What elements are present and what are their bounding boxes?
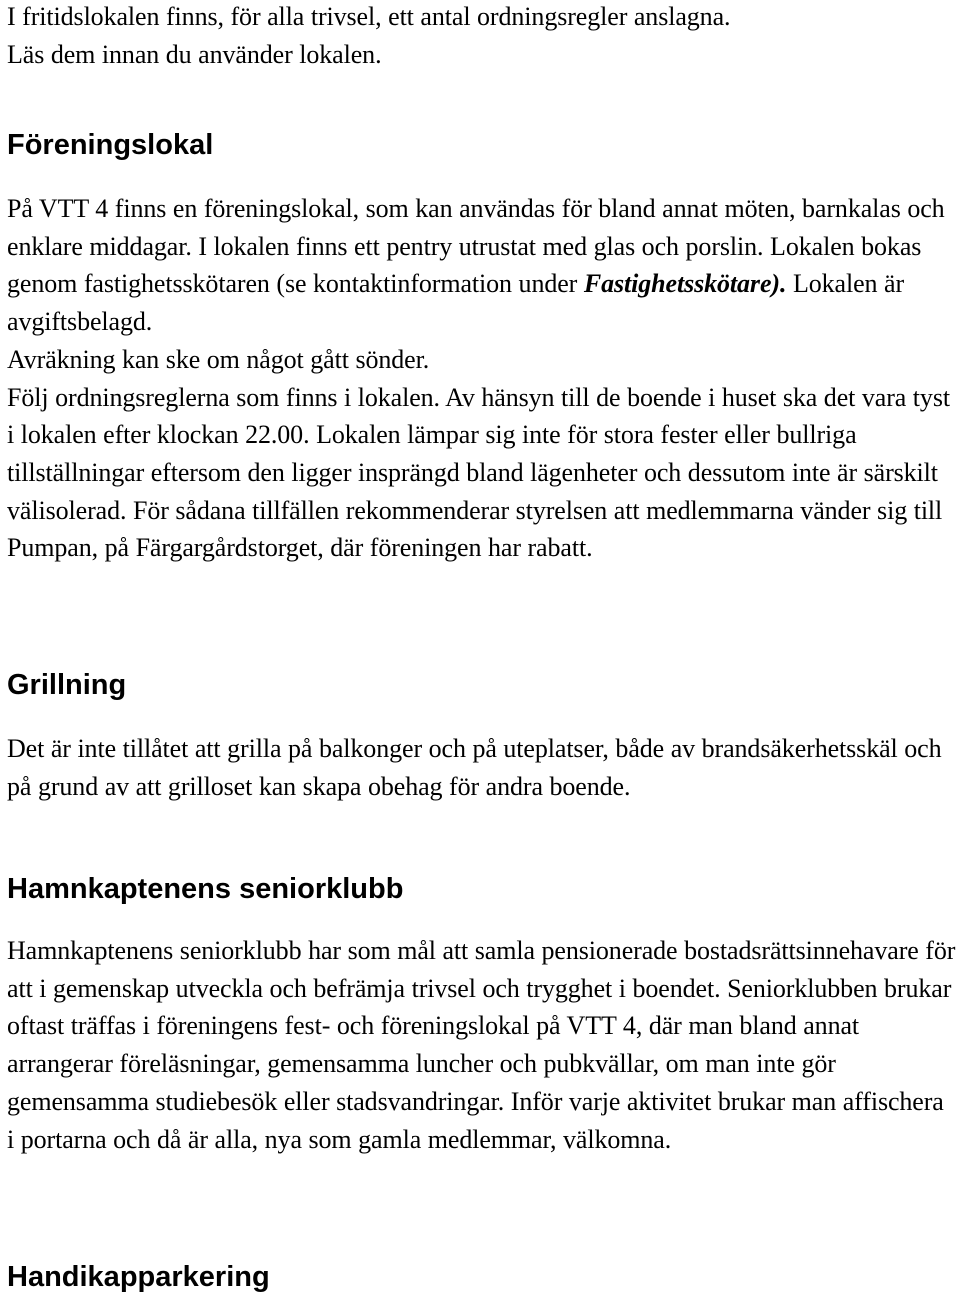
foreningslokal-paragraph — [7, 190, 957, 567]
grillning-paragraph: Det är inte tillåtet att grilla på balkonger och på uteplatser, både av brandsäkerhetsskäl och på grund av att grilloset kan skapa obehag för andra boende. — [7, 734, 942, 801]
foreningslokal-avrakning: Avräkning kan ske om något gått sönder. — [7, 344, 430, 374]
foreningslokal-text-start: På VTT 4 finns en föreningslokal, som kan användas för bland annat möten, barnkalas och enklare middagar. I lokalen finns ett pentry utrustat med glas och porslin. Lokalen bokas genom fastighetsskötaren (se kontaktinformation under — [7, 194, 945, 299]
heading-seniorklubb: Hamnkaptenens seniorklubb — [7, 873, 404, 905]
heading-foreningslokal: Föreningslokal — [7, 129, 214, 161]
foreningslokal-emphasis: Fastighetsskötare). — [583, 269, 787, 299]
seniorklubb-paragraph: Hamnkaptenens seniorklubb har som mål att samla pensionerade bostadsrättsinnehavare för att i gemenskap utveckla och befrämja trivsel och trygghet i boendet. Seniorklubben brukar oftast träffas i föreningens fest- och föreningslokal på VTT 4, där man bland annat arrangerar föreläsningar, gemensamma luncher och pubkvällar, om man inte gör gemensamma studiebesök eller stadsvandringar. Inför varje aktivitet brukar man affischera i portarna och då är alla, nya som gamla medlemmar, välkomna. — [7, 936, 956, 1154]
foreningslokal-text-fee: Lokalen är avgiftsbelagd. — [7, 269, 905, 337]
heading-grillning: Grillning — [7, 669, 127, 701]
intro-line-2: Läs dem innan du använder lokalen. — [7, 39, 382, 69]
intro-line-1: I fritidslokalen finns, för alla trivsel, ett antal ordningsregler anslagna. — [7, 2, 731, 31]
intro-paragraph — [7, 0, 957, 73]
foreningslokal-rules: Följ ordningsreglerna som finns i lokalen. Av hänsyn till de boende i huset ska det vara tyst i lokalen efter klockan 22.00. Lokalen lämpar sig inte för stora fester eller bullriga tillställningar eftersom den ligger insprängd bland lägenheter och dessutom inte är särskilt välisolerad. För sådana tillfällen rekommenderar styrelsen att medlemmarna vänder sig till Pumpan, på Färgargårdstorget, där föreningen har rabatt. — [7, 382, 950, 563]
heading-handikapparkering: Handikapparkering — [7, 1261, 270, 1293]
